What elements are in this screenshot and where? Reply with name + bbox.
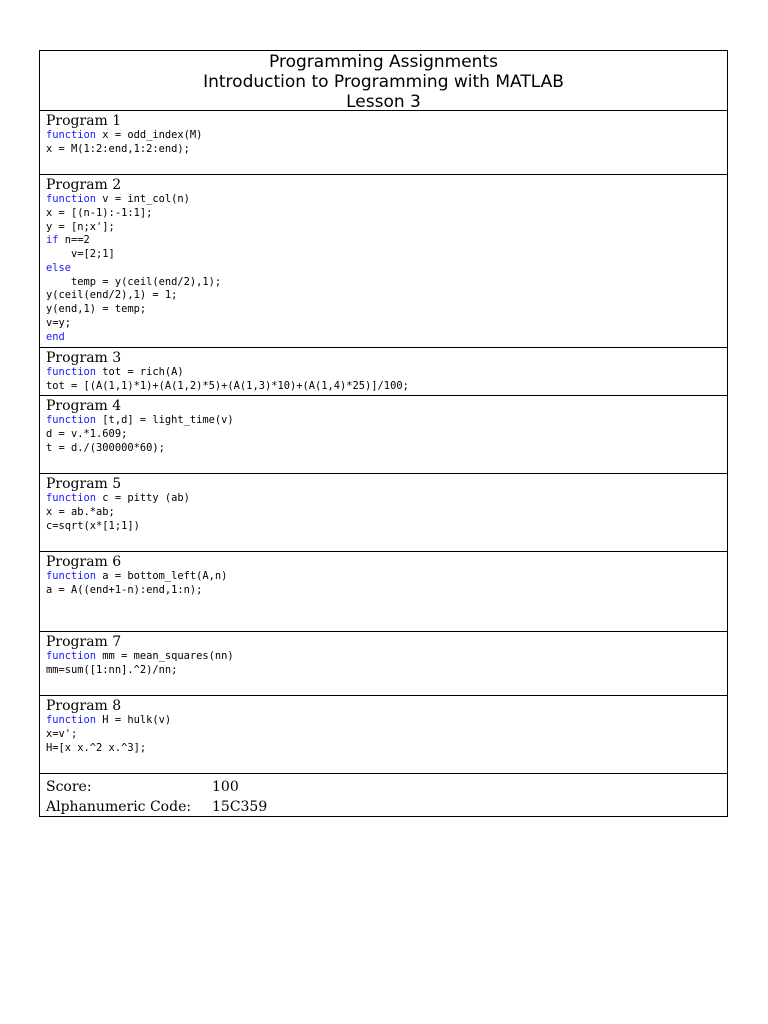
code-line <box>46 143 727 157</box>
score-label: Score: <box>46 779 92 795</box>
program-2-section <box>40 175 727 348</box>
code-text: x = [(n-1):-1:1]; <box>46 206 153 219</box>
program-7-section <box>40 632 727 696</box>
code-text: tot = rich(A) <box>96 366 184 378</box>
code-line <box>46 331 727 345</box>
program-5-section <box>40 474 727 552</box>
code-line <box>46 714 727 728</box>
header-course: Introduction to Programming with MATLAB <box>203 72 564 92</box>
program-title: Program 7 <box>46 634 122 650</box>
program-title: Program 4 <box>46 398 122 414</box>
code-line <box>46 380 727 394</box>
code-text: H = hulk(v) <box>96 714 172 726</box>
code-text: temp = y(ceil(end/2),1); <box>46 275 222 288</box>
code-line <box>46 193 727 207</box>
program-title: Program 8 <box>46 698 122 714</box>
code-line <box>46 650 727 664</box>
program-title: Program 6 <box>46 554 122 570</box>
code-keyword: function <box>46 570 97 582</box>
code-line <box>46 664 727 678</box>
code-text: v = int_col(n) <box>96 193 190 205</box>
code-text: tot = [(A(1,1)*1)+(A(1,2)*5)+(A(1,3)*10)+(A(1,4)*25)]/100; <box>46 379 409 392</box>
code-text: x = ab.*ab; <box>46 505 115 518</box>
code-block <box>46 570 727 598</box>
code-text: H=[x x.^2 x.^3]; <box>46 741 147 754</box>
code-row <box>46 797 727 817</box>
code-line <box>46 289 727 303</box>
document-header <box>40 51 727 111</box>
code-text: d = v.*1.609; <box>46 427 128 440</box>
code-line <box>46 234 727 248</box>
code-text: mm=sum([1:nn].^2)/nn; <box>46 663 178 676</box>
code-text: a = A((end+1-n):end,1:n); <box>46 583 203 596</box>
code-text: y(end,1) = temp; <box>46 303 147 315</box>
code-block <box>46 129 727 157</box>
code-text: a = bottom_left(A,n) <box>96 570 228 582</box>
code-line <box>46 248 727 262</box>
code-line <box>46 207 727 221</box>
code-line <box>46 129 727 143</box>
code-block <box>46 714 727 755</box>
assignment-sheet <box>39 50 728 817</box>
code-text: x = M(1:2:end,1:2:end); <box>46 142 190 155</box>
program-4-section <box>40 396 727 474</box>
score-section <box>40 774 727 816</box>
code-text: n==2 <box>58 234 90 247</box>
code-line <box>46 442 727 456</box>
code-block <box>46 492 727 533</box>
code-line <box>46 221 727 235</box>
code-text: mm = mean_squares(nn) <box>96 650 234 662</box>
program-title: Program 5 <box>46 476 122 492</box>
code-text: y(ceil(end/2),1) = 1; <box>46 289 178 302</box>
code-block <box>46 650 727 678</box>
header-lesson: Lesson 3 <box>346 92 421 112</box>
code-keyword: function <box>46 414 97 426</box>
code-line <box>46 317 727 331</box>
code-line <box>46 728 727 742</box>
code-text: [t,d] = light_time(v) <box>96 414 234 426</box>
program-8-section <box>40 696 727 774</box>
code-text: x = odd_index(M) <box>96 129 203 141</box>
code-text: c=sqrt(x*[1;1]) <box>46 519 140 532</box>
code-line <box>46 414 727 428</box>
code-block <box>46 414 727 455</box>
code-keyword: function <box>46 366 97 378</box>
code-line <box>46 506 727 520</box>
code-keyword: end <box>46 330 65 343</box>
code-keyword: function <box>46 129 97 141</box>
code-line <box>46 303 727 317</box>
code-keyword: function <box>46 714 97 726</box>
code-line <box>46 520 727 534</box>
code-text: v=[2;1] <box>46 248 115 260</box>
code-keyword: if <box>46 234 59 247</box>
program-3-section <box>40 348 727 396</box>
code-line <box>46 584 727 598</box>
code-line <box>46 492 727 506</box>
code-line <box>46 428 727 442</box>
code-keyword: function <box>46 650 97 662</box>
code-text: t = d./(300000*60); <box>46 441 165 454</box>
score-value: 100 <box>212 779 239 795</box>
score-row <box>46 777 727 797</box>
code-line <box>46 570 727 584</box>
code-text: y = [n;x']; <box>46 220 115 233</box>
program-title: Program 2 <box>46 177 122 193</box>
program-title: Program 1 <box>46 113 122 129</box>
code-keyword: function <box>46 193 97 205</box>
alphanumeric-code-label: Alphanumeric Code: <box>46 799 192 815</box>
code-line <box>46 262 727 276</box>
code-text: x=v'; <box>46 727 78 740</box>
program-title: Program 3 <box>46 350 122 366</box>
code-keyword: function <box>46 492 97 504</box>
code-line <box>46 276 727 290</box>
code-text: c = pitty (ab) <box>96 492 190 504</box>
code-text: v=y; <box>46 316 72 329</box>
code-keyword: else <box>46 261 72 274</box>
code-line <box>46 366 727 380</box>
code-block <box>46 193 727 344</box>
header-title: Programming Assignments <box>269 52 498 72</box>
code-line <box>46 742 727 756</box>
alphanumeric-code-value: 15C359 <box>212 799 268 815</box>
program-1-section <box>40 111 727 175</box>
code-block <box>46 366 727 394</box>
program-6-section <box>40 552 727 632</box>
